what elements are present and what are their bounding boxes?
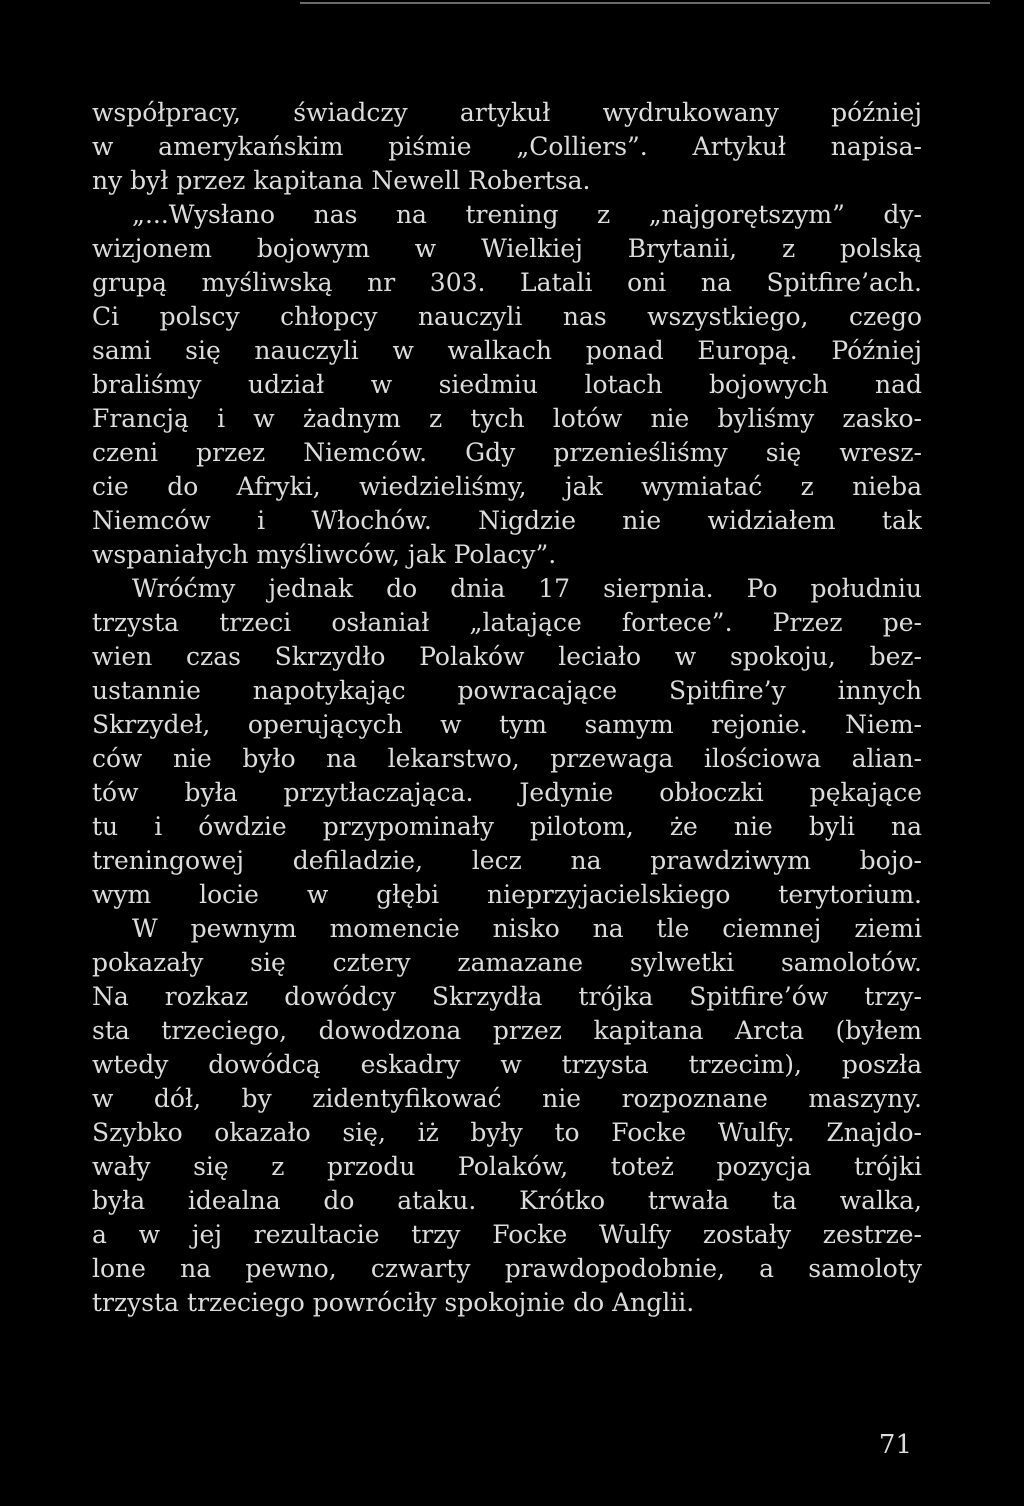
text-line: trzysta trzeci osłaniał „latające fortece”. Przez pe- [92,608,922,637]
text-line: wtedy dowódcą eskadry w trzysta trzecim), poszła [92,1050,922,1079]
text-line: lone na pewno, czwarty prawdopodobnie, a samoloty [92,1254,922,1283]
text-line: a w jej rezultacie trzy Focke Wulfy zostały zestrze- [92,1220,922,1249]
text-line: ustannie napotykając powracające Spitfire’y innych [92,676,922,705]
text-line: Na rozkaz dowódcy Skrzydła trójka Spitfire’ów trzy- [92,982,922,1011]
text-line: tu i ówdzie przypominały pilotom, że nie byli na [92,812,922,841]
text-line: wspaniałych myśliwców, jak Polacy”. [92,540,557,569]
text-line: „...Wysłano nas na trening z „najgorętszym” dy- [132,200,922,229]
text-line: Wróćmy jednak do dnia 17 sierpnia. Po południu [132,574,922,603]
page-number: 71 [878,1430,912,1460]
text-line: Francją i w żadnym z tych lotów nie byliśmy zasko- [92,404,922,433]
text-line: grupą myśliwską nr 303. Latali oni na Spitfire’ach. [92,268,922,297]
top-edge-rule [300,2,990,4]
text-line: wały się z przodu Polaków, toteż pozycja trójki [92,1152,922,1181]
text-line: ny był przez kapitana Newell Robertsa. [92,166,591,195]
text-line: wien czas Skrzydło Polaków leciało w spokoju, bez- [92,642,922,671]
page-body-text [92,96,922,1320]
text-line: sami się nauczyli w walkach ponad Europą. Później [92,336,922,365]
text-line: w dół, by zidentyfikować nie rozpoznane maszyny. [92,1084,922,1113]
text-line: Ci polscy chłopcy nauczyli nas wszystkiego, czego [92,302,922,331]
text-line: sta trzeciego, dowodzona przez kapitana Arcta (byłem [92,1016,922,1045]
text-line: Skrzydeł, operujących w tym samym rejonie. Niem- [92,710,922,739]
text-line: czeni przez Niemców. Gdy przenieśliśmy się wresz- [92,438,922,467]
text-line: Niemców i Włochów. Nigdzie nie widziałem tak [92,506,922,535]
text-line: cie do Afryki, wiedzieliśmy, jak wymiatać z nieba [92,472,922,501]
text-line: braliśmy udział w siedmiu lotach bojowych nad [92,370,922,399]
text-line: W pewnym momencie nisko na tle ciemnej ziemi [132,914,922,943]
text-line: Szybko okazało się, iż były to Focke Wulfy. Znajdo- [92,1118,922,1147]
text-line: była idealna do ataku. Krótko trwała ta walka, [92,1186,922,1215]
text-line: w amerykańskim piśmie „Colliers”. Artykuł napisa- [92,132,922,161]
text-line: wym locie w głębi nieprzyjacielskiego terytorium. [92,880,922,909]
text-line: wizjonem bojowym w Wielkiej Brytanii, z polską [92,234,922,263]
text-line: tów była przytłaczająca. Jedynie obłoczki pękające [92,778,922,807]
text-line: współpracy, świadczy artykuł wydrukowany później [92,98,922,127]
text-line: pokazały się cztery zamazane sylwetki samolotów. [92,948,922,977]
text-line: trzysta trzeciego powróciły spokojnie do Anglii. [92,1288,695,1317]
text-line: treningowej defiladzie, lecz na prawdziwym bojo- [92,846,922,875]
text-line: ców nie było na lekarstwo, przewaga ilościowa alian- [92,744,922,773]
